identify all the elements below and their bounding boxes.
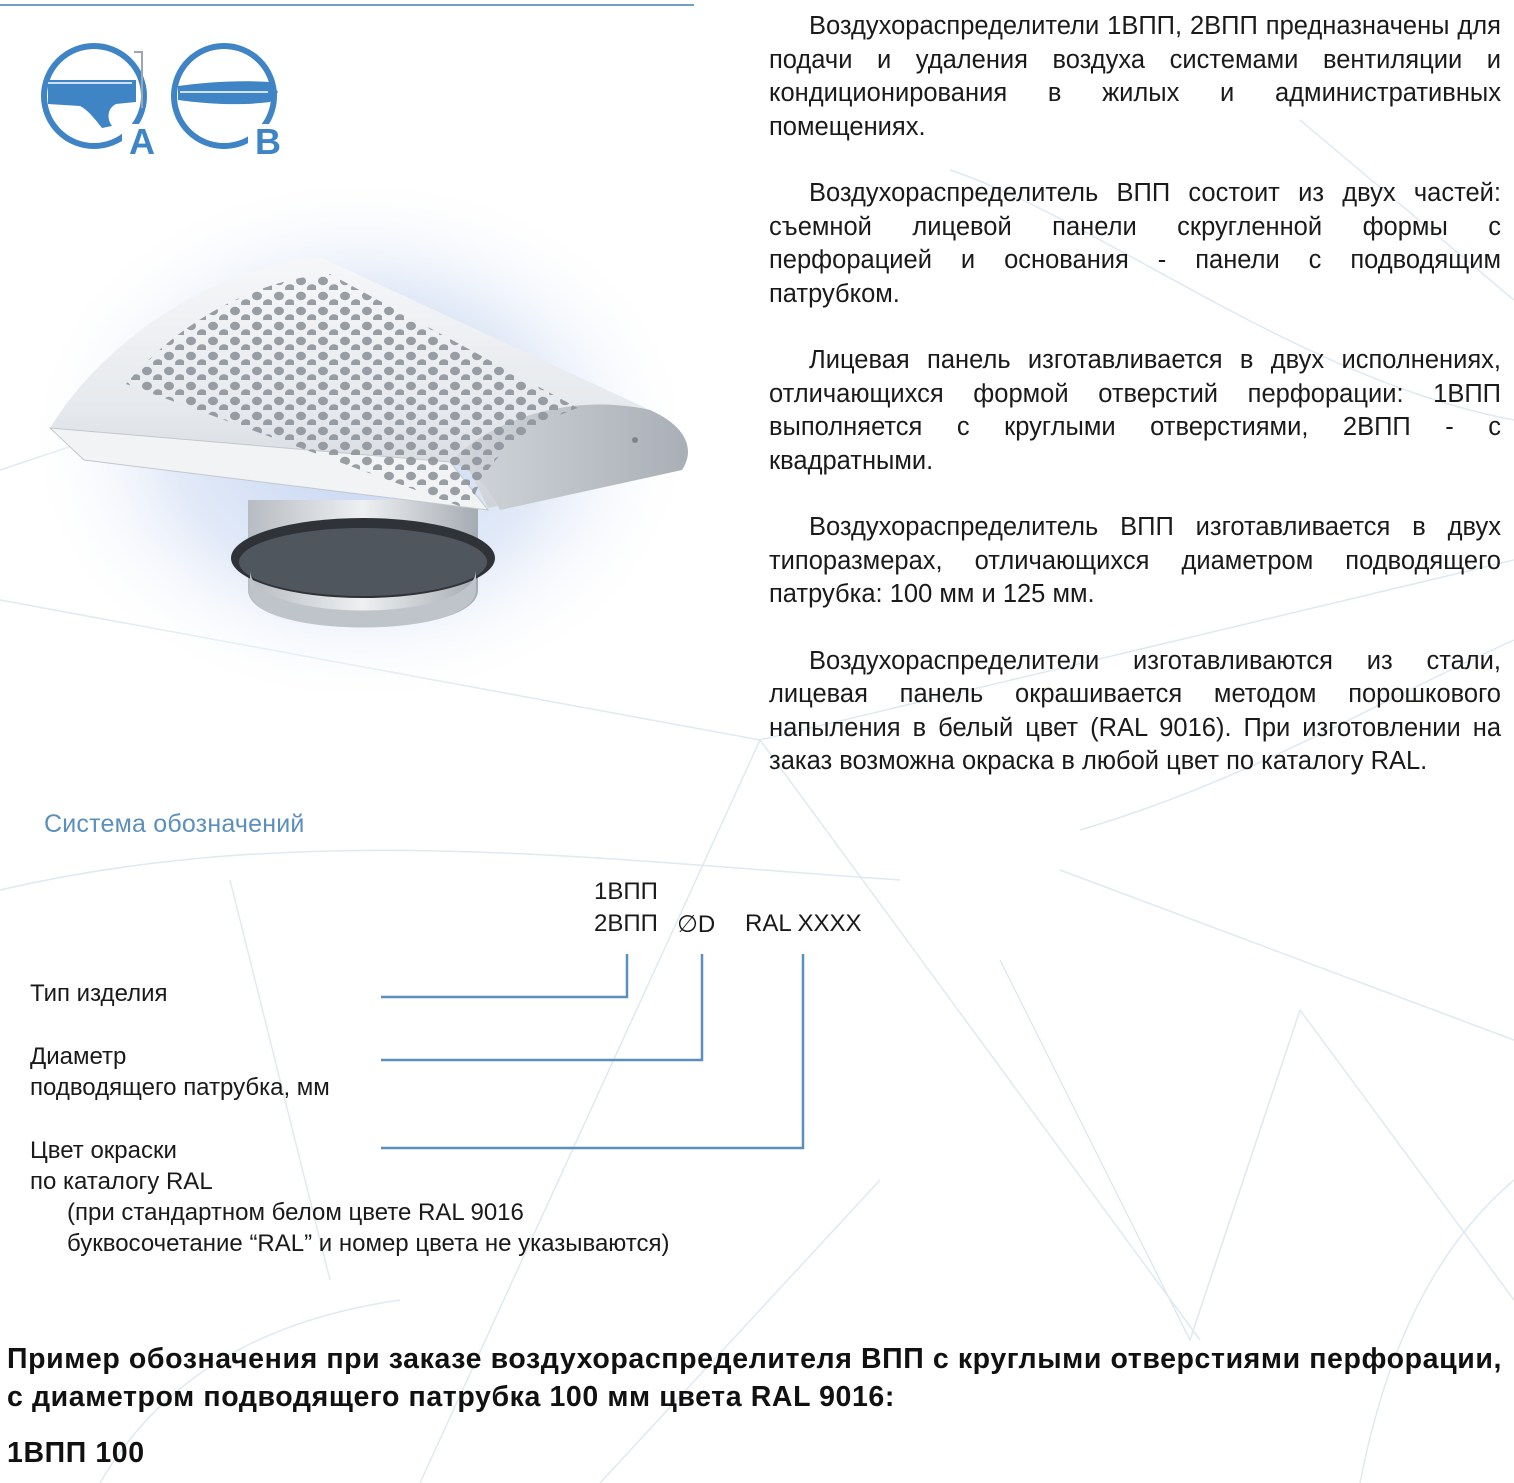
- code-type-1: 1ВПП: [594, 878, 658, 905]
- airflow-badge-a: [44, 46, 162, 162]
- designation-section-title: Система обозначений: [44, 810, 305, 838]
- label-diameter-line-1: Диаметр: [30, 1043, 127, 1070]
- code-color: RAL XXXX: [745, 910, 862, 937]
- product-description: [769, 10, 1501, 812]
- description-paragraph: Воздухораспределители 1ВПП, 2ВПП предназначены для подачи и удаления воздуха системами вентиляции и кондиционирования в жилых и административных помещениях.: [769, 12, 1501, 141]
- description-paragraph: Воздухораспределитель ВПП изготавливается в двух типоразмерах, отличающихся диаметром подводящего патрубка: 100 мм и 125 мм.: [769, 513, 1501, 608]
- airflow-badges: [38, 36, 298, 166]
- code-diameter: ∅D: [677, 911, 716, 938]
- airflow-badge-b: [174, 46, 288, 162]
- color-note-line-2: буквосочетание “RAL” и номер цвета не указываются): [67, 1230, 670, 1257]
- color-note: [67, 1197, 669, 1259]
- code-type-2: 2ВПП: [594, 910, 658, 937]
- color-note-line-1: (при стандартном белом цвете RAL 9016: [67, 1199, 524, 1226]
- leader-line-diameter: [381, 954, 702, 1060]
- description-paragraph: Лицевая панель изготавливается в двух исполнениях, отличающихся формой отверстий перфорации: 1ВПП выполняется с круглыми отверстиями, 2ВПП - с квадратными.: [769, 346, 1501, 475]
- label-color-line-2: по каталогу RAL: [30, 1168, 213, 1195]
- badge-a-letter: A: [129, 121, 155, 162]
- order-example-heading: Пример обозначения при заказе воздухораспределителя ВПП с круглыми отверстиями перфорации, с диаметром подводящего патрубка 100 мм цвета RAL 9016:: [7, 1343, 1503, 1413]
- badge-b-letter: B: [255, 121, 281, 162]
- air-diffuser-illustration: [30, 170, 730, 730]
- description-paragraph: Воздухораспределители изготавливаются из стали, лицевая панель окрашивается методом порошкового напыления в белый цвет (RAL 9016). При изготовлении на заказ возможна окраска в любой цвет по каталогу RAL.: [769, 646, 1501, 775]
- leader-line-color: [381, 954, 803, 1148]
- top-rule: [0, 4, 694, 6]
- order-example-code: 1ВПП 100: [7, 1437, 145, 1469]
- label-product-type: Тип изделия: [30, 980, 168, 1007]
- description-paragraph: Воздухораспределитель ВПП состоит из двух частей: съемной лицевой панели скругленной формы с перфорацией и основания - панели с подводящим патрубком.: [769, 179, 1501, 308]
- label-color-line-1: Цвет окраски: [30, 1137, 177, 1164]
- leader-line-type: [381, 954, 627, 997]
- label-color: [30, 1135, 213, 1197]
- label-diameter-line-2: подводящего патрубка, мм: [30, 1074, 330, 1101]
- label-diameter: [30, 1041, 330, 1103]
